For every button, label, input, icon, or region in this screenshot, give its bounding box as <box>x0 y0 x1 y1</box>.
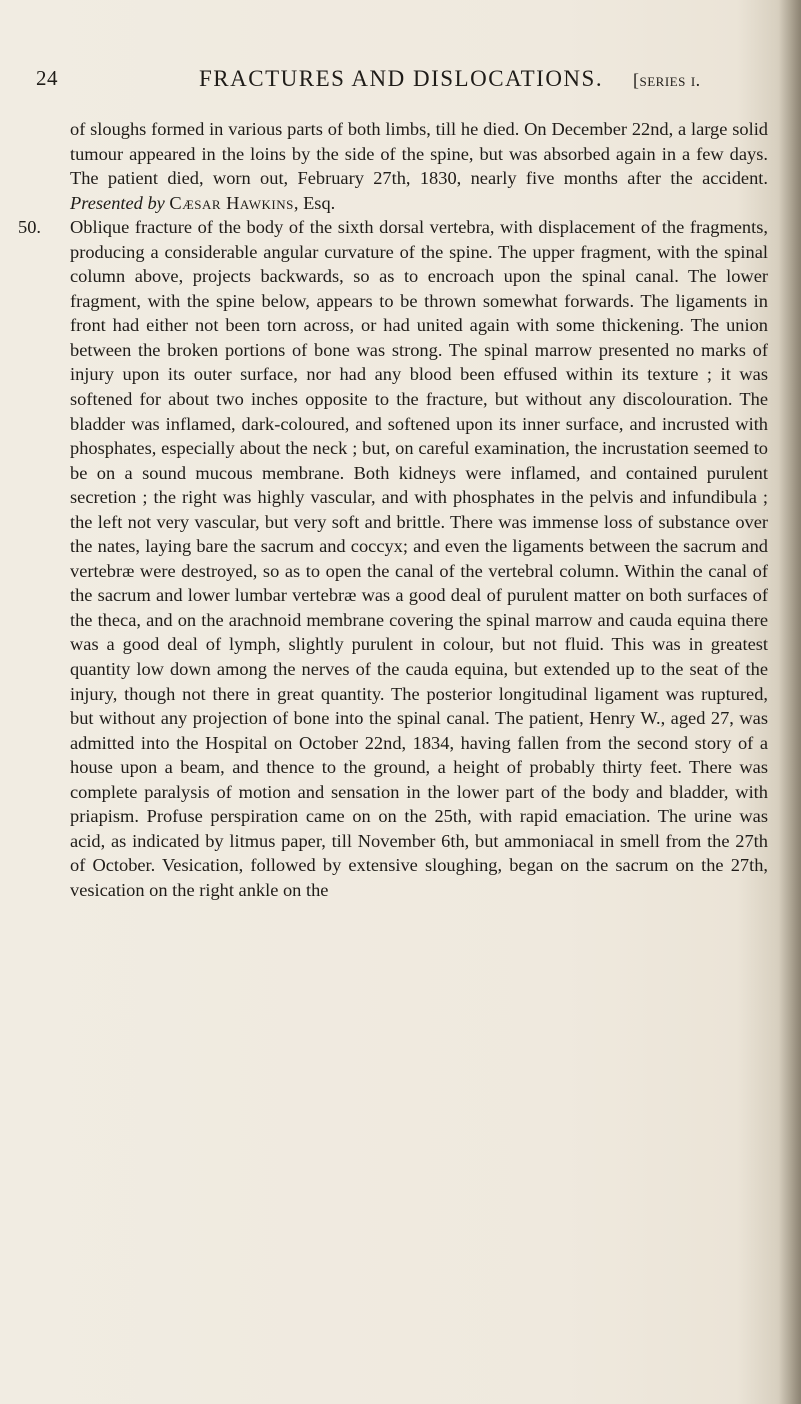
page-number: 24 <box>36 66 58 90</box>
specimen-entry <box>18 215 768 902</box>
entry-number: 50. <box>18 217 41 238</box>
presenter-name: Cæsar Hawkins <box>169 192 294 213</box>
presented-by-label: Presented by <box>70 192 165 213</box>
page-edge-shadow <box>779 0 801 1404</box>
page-header <box>36 66 776 102</box>
continuation-paragraph <box>70 117 768 215</box>
series-label-text: [series i. <box>633 70 701 90</box>
body-text <box>18 117 768 903</box>
entry-text: Oblique fracture of the body of the sixth dorsal vertebra, with displacement of the fragments, producing a considerable angular curvature of the spine. The upper fragment, with the spinal column above, projects backwards, so as to encroach upon the spinal canal. The lower fragment, with the spine below, appears to be thrown somewhat forwards. The ligaments in front had either not been torn across, or had united again with some thickening. The union between the broken portions of bone was strong. The spinal marrow presented no marks of injury upon its outer surface, nor had any blood been effused within its texture ; it was softened for about two inches opposite to the fracture, but without any discolouration. The bladder was inflamed, dark-coloured, and softened upon its inner surface, and incrusted with phosphates, especially about the neck ; but, on careful examination, the incrustation seemed to be on a sound mucous membrane. Both kidneys were inflamed, and contained purulent secretion ; the right was highly vascular, and with phosphates in the pelvis and infundibula ; the left not very vascular, but very soft and brittle. There was immense loss of substance over the nates, laying bare the sacrum and coccyx; and even the ligaments between the sacrum and vertebræ were destroyed, so as to open the canal of the vertebral column. Within the canal of the sacrum and lower lumbar vertebræ was a good deal of purulent matter on both surfaces of the theca, and on the arachnoid membrane covering the spinal marrow and cauda equina there was a good deal of lymph, slightly purulent in colour, but not fluid. This was in greatest quantity low down among the nerves of the cauda equina, but extended up to the seat of the injury, though not there in great quantity. The posterior longitudinal ligament was ruptured, but without any projection of bone into the spinal canal. The patient, Henry W., aged 27, was admitted into the Hospital on October 22nd, 1834, having fallen from the second story of a house upon a beam, and thence to the ground, a height of probably thirty feet. There was complete paralysis of motion and sensation in the lower part of the body and bladder, with priapism. Profuse perspiration came on on the 25th, with rapid emaciation. The urine was acid, as indicated by litmus paper, till November 6th, but ammoniacal in smell from the 27th of October. Vesication, followed by extensive sloughing, began on the sacrum on the 27th, vesication on the right ankle on the <box>70 217 768 900</box>
running-title: FRACTURES AND DISLOCATIONS. <box>199 66 604 91</box>
continuation-text: of sloughs formed in various parts of both limbs, till he died. On December 22nd, a large solid tumour appeared in the loins by the side of the spine, but was absorbed again in a few days. The patient died, worn out, February 27th, 1830, nearly five months after the accident. <box>70 119 768 189</box>
presenter-suffix: , Esq. <box>293 192 336 213</box>
series-label <box>633 66 701 92</box>
